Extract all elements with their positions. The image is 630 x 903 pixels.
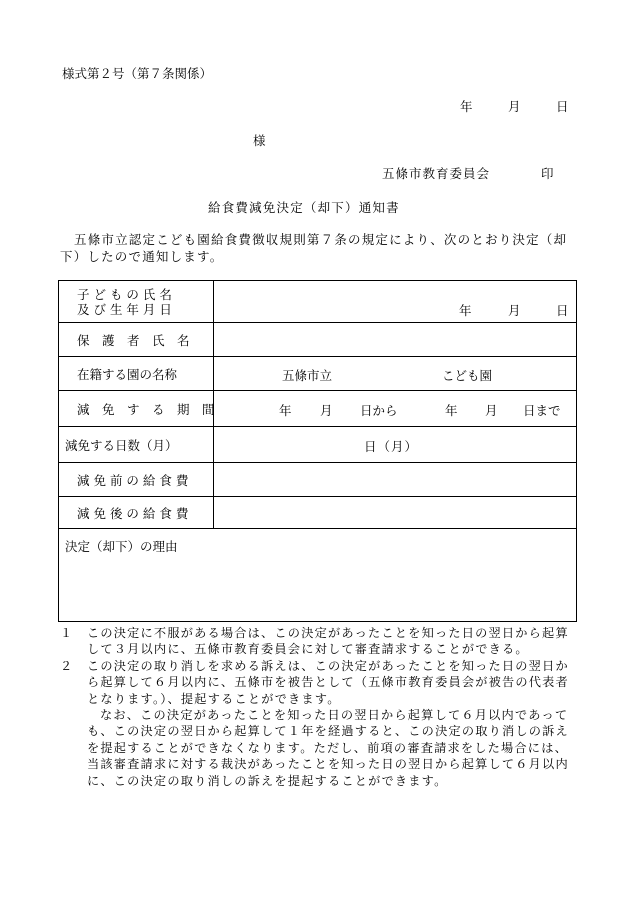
row-before	[59, 463, 577, 497]
before-label: 減 免 前 の 給 食 費	[59, 463, 214, 497]
note-2-supplement: なお、この決定があったことを知った日の翌日から起算して６月以内であっても、この決定の翌日から起算して１年を経過すると、この決定の取り消しの訴えを提起することができなくなります。ただし、前項の審査請求をした場合には、当該審査請求に対する裁決があったことを知った日の翌日から起算して６月以内に、この決定の取り消しの訴えを提起することができます。	[87, 708, 569, 788]
date-year: 年	[460, 99, 473, 114]
birth-month: 月	[508, 303, 521, 318]
period-label: 減 免 す る 期 間	[59, 391, 214, 427]
row-school	[59, 357, 577, 391]
row-reason	[59, 529, 577, 622]
days-value	[214, 427, 577, 463]
before-value	[214, 463, 577, 497]
issuer-name: 五條市教育委員会	[382, 166, 491, 181]
reason-cell	[59, 529, 577, 622]
row-days	[59, 427, 577, 463]
row-after	[59, 497, 577, 529]
addressee-suffix: 様	[253, 133, 266, 148]
after-value	[214, 497, 577, 529]
after-label: 減 免 後 の 給 食 費	[59, 497, 214, 529]
note-2-number: ２	[60, 658, 74, 673]
notes	[60, 625, 575, 789]
guardian-label: 保 護 者 氏 名	[59, 323, 214, 357]
period-from: 日から	[360, 403, 398, 418]
school-prefix: 五條市立	[282, 368, 333, 383]
intro-text: 五條市立認定こども園給食費徴収規則第７条の規定により、次のとおり決定（却下）したので通知します。	[60, 232, 568, 264]
school-suffix: こども園	[442, 368, 493, 383]
note-2-text: この決定の取り消しを求める訴えは、この決定があったことを知った日の翌日から起算して６月以内に、五條市を被告として（五條市教育委員会が被告の代表者となります。）、提起することができます。	[87, 658, 569, 706]
form-number: 様式第２号（第７条関係）	[62, 66, 213, 81]
date-day: 日	[556, 99, 569, 114]
period-value	[214, 391, 577, 427]
birth-year: 年	[459, 303, 472, 318]
school-value	[214, 357, 577, 391]
guardian-value	[214, 323, 577, 357]
child-label-line1: 子 ど も の 氏 名	[77, 286, 172, 302]
notice-table	[58, 280, 577, 622]
date-month: 月	[508, 99, 521, 114]
row-child	[59, 281, 577, 323]
seal-mark: 印	[541, 166, 554, 181]
note-1-text: この決定に不服がある場合は、この決定があったことを知った日の翌日から起算して３月以内に、五條市教育委員会に対して審査請求することができる。	[87, 626, 569, 657]
birth-day: 日	[556, 303, 569, 318]
period-month-start: 月	[320, 403, 333, 418]
note-1-number: １	[60, 626, 74, 640]
period-to: 日まで	[523, 403, 561, 418]
document-title: 給食費減免決定（却下）通知書	[208, 200, 400, 215]
days-unit: 日（月）	[364, 439, 419, 454]
child-label-line2: 及 び 生 年 月 日	[77, 301, 172, 317]
child-value	[214, 281, 577, 323]
child-label	[59, 281, 214, 323]
school-label: 在籍する園の名称	[59, 357, 214, 391]
reason-label: 決定（却下）の理由	[65, 539, 178, 554]
period-year-end: 年	[445, 403, 458, 418]
row-guardian	[59, 323, 577, 357]
row-period	[59, 391, 577, 427]
note-1	[60, 625, 575, 658]
note-2	[60, 658, 575, 707]
days-label: 減免する日数（月）	[59, 427, 214, 463]
period-year-start: 年	[279, 403, 292, 418]
period-month-end: 月	[485, 403, 498, 418]
